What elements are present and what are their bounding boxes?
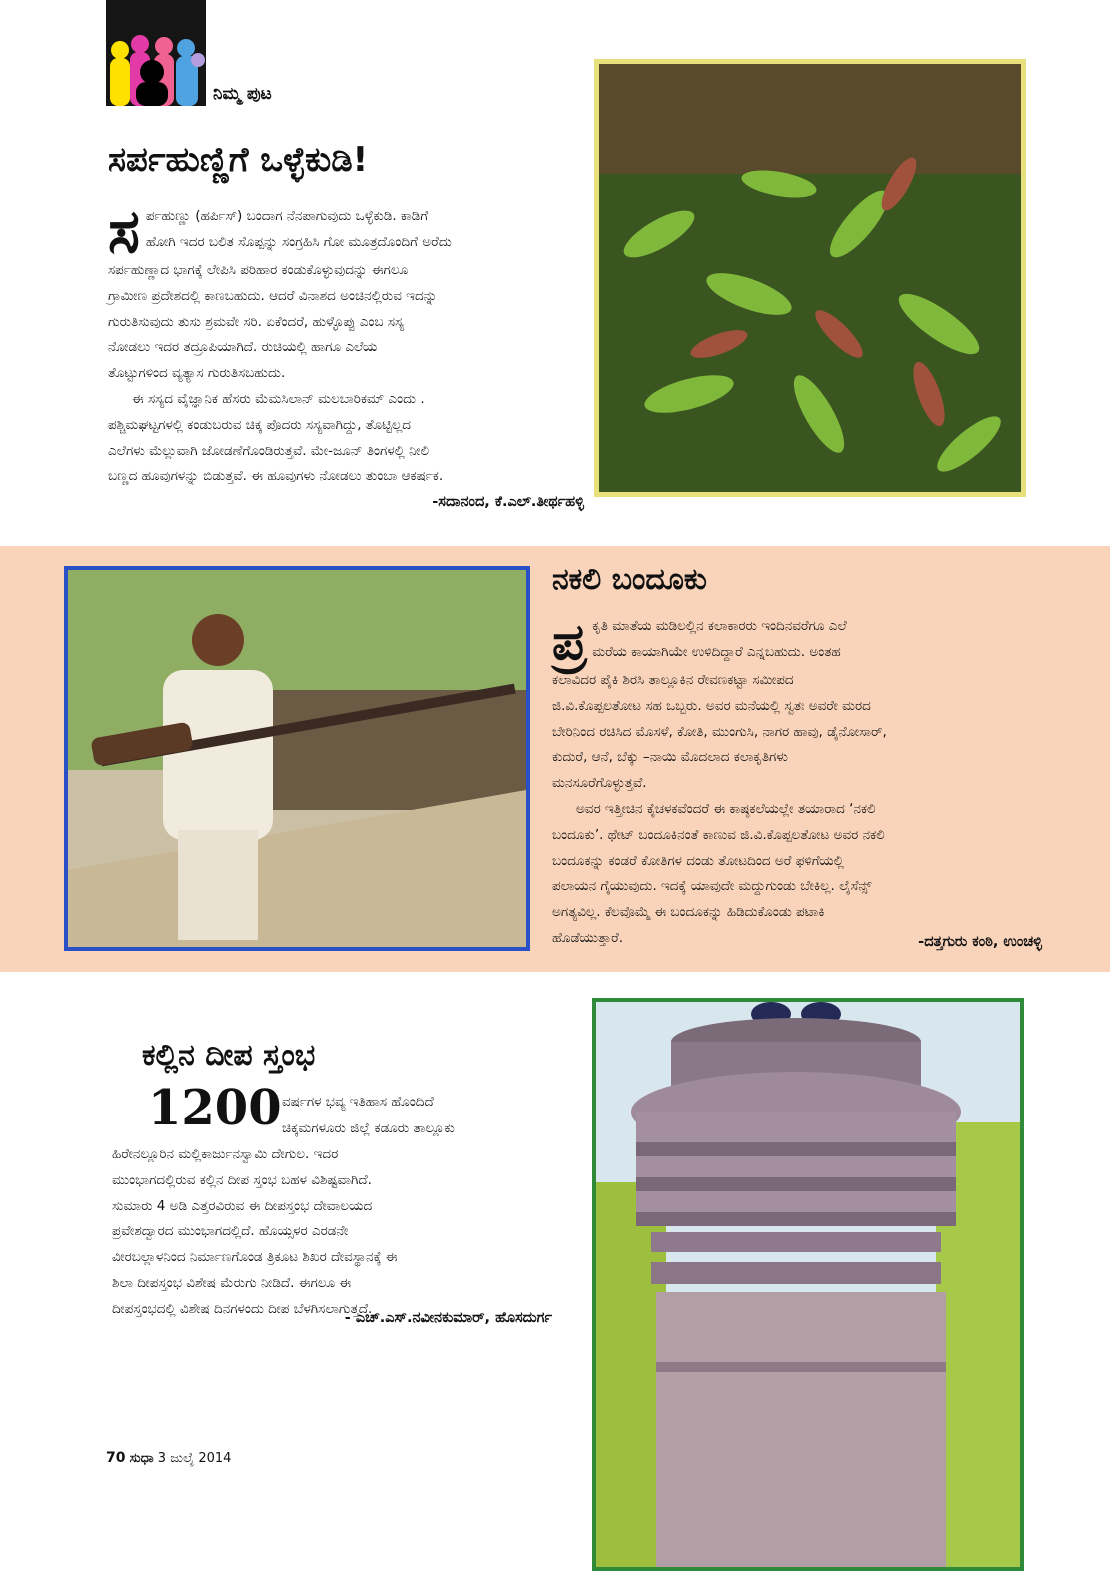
section-label: ನಿಮ್ಮ ಪುಟ: [213, 84, 272, 104]
text-line: ಬಂದೂಕು’. ಥೇಟ್ ಬಂದೂಕಿನಂತೆ ಕಾಣುವ ಜಿ.ವಿ.ಕೊಪ್ಪಲತೋಟ ಅವರ ನಕಲಿ: [552, 826, 885, 843]
text-line: ಪಶ್ಚಿಮಘಟ್ಟಗಳಲ್ಲಿ ಕಂಡುಬರುವ ಚಿಕ್ಕ ಪೊದರು ಸಸ್ಯವಾಗಿದ್ದು, ತೊಟ್ಟಿಲ್ಲದ: [108, 416, 412, 433]
stone-lamp-pillar-image: [596, 1002, 1020, 1571]
text-line: ದೀಪಸ್ತಂಭದಲ್ಲಿ ವಿಶೇಷ ದಿನಗಳಂದು ದೀಪ ಬೆಳಗಿಸಲಾಗುತ್ತದೆ.: [112, 1300, 373, 1317]
plant-photo: [594, 59, 1026, 497]
article2-body: [552, 614, 1038, 952]
text-line: ಬಣ್ಣದ ಹೂವುಗಳನ್ನು ಬಿಡುತ್ತವೆ. ಈ ಹೂವುಗಳು ನೋಡಲು ತುಂಬಾ ಆಕರ್ಷಕ.: [108, 468, 444, 485]
article3-body-top: [282, 1090, 572, 1142]
text-line: ಈ ಸಸ್ಯದ ವೈಜ್ಞಾನಿಕ ಹೆಸರು ಮೆಮಸಿಲಾನ್ ಮಲಬಾರಿಕಮ್ ಎಂದು .: [132, 390, 425, 407]
page-footer: [106, 1450, 231, 1466]
text-line: ಸುಮಾರು 4 ಅಡಿ ಎತ್ತರವಿರುವ ಈ ದೀಪಸ್ತಂಭ ದೇವಾಲಯದ: [112, 1197, 373, 1214]
text-line: ಅಗತ್ಯವಿಲ್ಲ. ಕೆಲವೊಮ್ಮೆ ಈ ಬಂದೂಕನ್ನು ಹಿಡಿದುಕೊಂಡು ಪಟಾಕಿ: [552, 904, 825, 921]
issue-date: 3 ಜುಲೈ 2014: [157, 1451, 232, 1466]
section-logo: [106, 0, 206, 106]
article1-byline: -ಸದಾನಂದ, ಕೆ.ಎಲ್.ತೀರ್ಥಹಳ್ಳಿ: [432, 494, 584, 510]
text-line: ಹಿರೇನಲ್ಲೂರಿನ ಮಲ್ಲಿಕಾರ್ಜುನಸ್ವಾಮಿ ದೇಗುಲ. ಇದರ: [112, 1146, 339, 1162]
text-line: ಬಂದೂಕನ್ನು ಕಂಡರೆ ಕೋತಿಗಳ ದಂಡು ತೋಟದಿಂದ ಅರೆ ಫಳಿಗೆಯಲ್ಲಿ: [552, 852, 844, 869]
leaf-foliage-image: [599, 64, 1021, 492]
article1-dropcap: ಸ: [108, 197, 140, 267]
text-line: ಪಲಾಯನ ಗೈಯುವುದು. ಇದಕ್ಕೆ ಯಾವುದೇ ಮದ್ದುಗುಂಡು ಬೇಕಿಲ್ಲ. ಲೈಸೆನ್ಸ್: [552, 878, 872, 895]
text-line: ಸರ್ಪಹುಣ್ಣಾದ ಭಾಗಕ್ಕೆ ಲೇಪಿಸಿ ಪರಿಹಾರ ಕಂಡುಕೊಳ್ಳುವುದನ್ನು ಈಗಲೂ: [108, 262, 409, 278]
stone-pillar-photo: [592, 998, 1024, 1571]
man-with-gun-image: [68, 570, 526, 947]
text-line: ಬೇರಿನಿಂದ ರಚಿಸಿದ ಮೊಸಳೆ, ಕೋತಿ, ಮುಂಗುಸಿ, ನಾಗರ ಹಾವು, ಡೈನೋಸಾರ್,: [552, 723, 887, 740]
text-line: ಹೋಗಿ ಇದರ ಬಲಿತ ಸೊಪ್ಪನ್ನು ಸಂಗ್ರಹಿಸಿ ಗೋ ಮೂತ್ರದೊಂದಿಗೆ ಅರೆದು: [145, 233, 452, 250]
text-line: ಜಿ.ವಿ.ಕೊಪ್ಪಲತೋಟ ಸಹ ಒಬ್ಬರು. ಅವರ ಮನೆಯಲ್ಲಿ ಸ್ವತಃ ಅವರೇ ಮರದ: [552, 697, 871, 714]
text-line: ಅವರ ಇತ್ತೀಚಿನ ಕೈಚಳಕವೆಂದರೆ ಈ ಕಾಷ್ಠಕಲೆಯಲ್ಲೇ ತಯಾರಾದ ‘ನಕಲಿ: [576, 800, 876, 817]
text-line: ಚಿಕ್ಕಮಗಳೂರು ಜಿಲ್ಲೆ ಕಡೂರು ತಾಲ್ಲೂಕು: [282, 1119, 455, 1136]
article2-byline: -ದತ್ತಗುರು ಕಂಠಿ, ಉಂಚಳ್ಳಿ: [918, 934, 1042, 950]
article2-title: ನಕಲಿ ಬಂದೂಕು: [552, 562, 707, 597]
text-line: ಕೃತಿ ಮಾತೆಯ ಮಡಿಲಲ್ಲಿನ ಕಲಾಕಾರರು ಇಂದಿನವರೆಗೂ ಎಲೆ: [592, 618, 847, 634]
text-line: ಗುರುತಿಸುವುದು ತುಸು ಶ್ರಮವೇ ಸರಿ. ಏಕೆಂದರೆ, ಹುಳ್ಳೊಪ್ಪು ಎಂಬ ಸಸ್ಯ: [108, 313, 405, 330]
article3-title: ಕಲ್ಲಿನ ದೀಪ ಸ್ತಂಭ: [142, 1038, 316, 1073]
text-line: ಶಿಲಾ ದೀಪಸ್ತಂಭ ವಿಶೇಷ ಮೆರುಗು ನೀಡಿದೆ. ಈಗಲೂ ಈ: [112, 1274, 352, 1291]
article3-dropnum: 1200: [148, 1080, 282, 1136]
text-line: ತೊಟ್ಟುಗಳಿಂದ ವ್ಯತ್ಯಾಸ ಗುರುತಿಸಬಹುದು.: [108, 365, 286, 382]
text-line: ಮರೆಯ ಕಾಯಾಗಿಯೇ ಉಳಿದಿದ್ದಾರೆ ಎನ್ನಬಹುದು. ಅಂತಹ: [592, 643, 841, 660]
text-line: ನೋಡಲು ಇದರ ತದ್ರೂಪಿಯಾಗಿದೆ. ರುಚಿಯಲ್ಲಿ ಹಾಗೂ ಎಲೆಯ: [108, 339, 378, 356]
text-line: ವೀರಬಲ್ಲಾಳನಿಂದ ನಿರ್ಮಾಣಗೊಂಡ ತ್ರಿಕೂಟ ಶಿಖರ ದೇವಸ್ಥಾನಕ್ಕೆ ಈ: [112, 1249, 398, 1266]
article1-title: ಸರ್ಪಹುಣ್ಣಿಗೆ ಒಳ್ಳೆಕುಡಿ!: [108, 140, 369, 180]
text-line: ಮನಸೂರೆಗೊಳ್ಳುತ್ತವೆ.: [552, 775, 647, 792]
article2-dropcap: ಪ್ರ: [552, 613, 587, 671]
article3-byline: - ಎಚ್.ಎಸ್.ನವೀನಕುಮಾರ್, ಹೊಸದುರ್ಗ: [344, 1310, 552, 1326]
text-line: ಮುಂಭಾಗದಲ್ಲಿರುವ ಕಲ್ಲಿನ ದೀಪ ಸ್ತಂಭ ಬಹಳ ವಿಶಿಷ್ಟವಾಗಿದೆ.: [112, 1171, 372, 1188]
article3-body: [112, 1142, 582, 1323]
magazine-name: ಸುಧಾ: [129, 1451, 154, 1466]
article1-body: [108, 197, 586, 490]
people-silhouette-icon: [106, 0, 206, 106]
text-line: ಕಲಾವಿದರ ಪೈಕಿ ಶಿರಸಿ ತಾಲ್ಲೂಕಿನ ರೇವಣಕಟ್ಟಾ ಸಮೀಪದ: [552, 672, 794, 688]
page-number: 70: [106, 1450, 126, 1466]
text-line: ಪ್ರವೇಶದ್ವಾರದ ಮುಂಭಾಗದಲ್ಲಿದೆ. ಹೊಯ್ಸಳರ ಎರಡನೇ: [112, 1223, 349, 1240]
text-line: ಎಲೆಗಳು ಮೆಲ್ಲುವಾಗಿ ಜೋಡಣೆಗೊಂಡಿರುತ್ತವೆ. ಮೇ-ಜೂನ್ ತಿಂಗಳಲ್ಲಿ ನೀಲಿ: [108, 442, 430, 459]
text-line: ಹೊಡೆಯುತ್ತಾರೆ.: [552, 929, 624, 946]
text-line: ಕುದುರೆ, ಆನೆ, ಬೆಕ್ಕು –ನಾಯಿ ಮೊದಲಾದ ಕಲಾಕೃತಿಗಳು: [552, 749, 788, 766]
text-line: ವರ್ಷಗಳ ಭವ್ಯ ಇತಿಹಾಸ ಹೊಂದಿದೆ: [282, 1094, 434, 1110]
text-line: ರ್ಪಹುಣ್ಣು (ಹರ್ಪಿಸ್) ಬಂದಾಗ ನೆನಪಾಗುವುದು ಒಳ್ಳೆಕುಡಿ. ಕಾಡಿಗೆ: [145, 208, 429, 224]
gun-man-photo: [64, 566, 530, 951]
text-line: ಗ್ರಾಮೀಣ ಪ್ರದೇಶದಲ್ಲಿ ಕಾಣಬಹುದು. ಆದರೆ ವಿನಾಶದ ಅಂಚಿನಲ್ಲಿರುವ ಇದನ್ನು: [108, 287, 438, 304]
